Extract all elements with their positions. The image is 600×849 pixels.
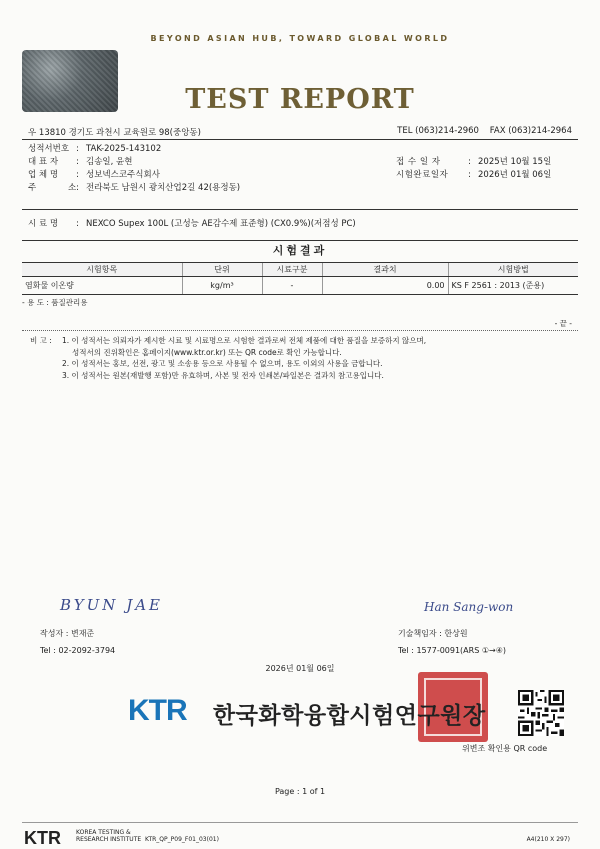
end-mark: - 끝 - — [554, 319, 572, 328]
remarks-list — [62, 335, 562, 381]
tagline: BEYOND ASIAN HUB, TOWARD GLOBAL WORLD — [150, 34, 450, 43]
writer-signature: BYUN JAE — [60, 596, 163, 614]
header-divider — [22, 139, 578, 140]
representative: 김송일, 윤현 — [86, 157, 133, 167]
remark-item: 2. 이 성적서는 홍보, 선전, 광고 및 소송용 등으로 사용될 수 없으며, 용도 이외의 사용을 금합니다. — [62, 359, 383, 368]
report-number: TAK-2025-143102 — [86, 144, 162, 154]
institute-director: 한국화학융합시험연구원장 — [213, 703, 486, 729]
remarks-divider — [22, 330, 578, 331]
page-number: Page : 1 of 1 — [274, 787, 326, 796]
institute-contact — [397, 126, 572, 136]
column-header: 결과치 — [322, 263, 448, 277]
result-value: 0.00 — [322, 277, 448, 295]
table-row — [22, 277, 578, 295]
tech-manager-name: 기술책임자 : 한상원 — [398, 629, 468, 638]
company-address: 전라북도 남원시 광치산업2길 42(용정동) — [86, 183, 241, 193]
qr-caption: 위변조 확인용 QR code — [462, 744, 548, 753]
results-table — [22, 262, 578, 295]
column-header: 시험항목 — [22, 263, 182, 277]
tel: TEL (063)214-2960 — [397, 126, 479, 136]
fax: FAX (063)214-2964 — [489, 126, 572, 136]
sample-name-row: 시 료 명 : NEXCO Supex 100L (고성능 AE감수제 표준형) (CX0.9%)(저점성 PC) — [28, 219, 356, 229]
remark-item: 1. 이 성적서는 의뢰자가 제시한 시료 및 시료명으로 시험한 결과로써 전체 제품에 대한 품질을 보증하지 않으며, — [62, 336, 427, 345]
receipt-date: 2025년 10월 15일 — [478, 157, 552, 167]
writer-name: 작성자 : 변재준 — [40, 629, 95, 638]
footer-divider — [22, 822, 578, 823]
remark-item: 3. 이 성적서는 원본(재발행 포함)만 유효하며, 사본 및 전자 인쇄본/파일본은 결과치 참고용입니다. — [62, 370, 384, 380]
ktr-logo: KTR — [128, 694, 187, 727]
issue-date: 2026년 01월 06일 — [265, 664, 335, 673]
column-header: 단위 — [182, 263, 262, 277]
results-title: 시험결과 — [272, 244, 328, 257]
tech-manager-tel: Tel : 1577-0091(ARS ①→④) — [398, 646, 506, 655]
date-info: 접 수 일 자 : 2025년 10월 15일 시험완료일자 : 2026년 01월 06일 — [396, 157, 552, 180]
writer-tel: Tel : 02-2092-3794 — [40, 646, 116, 655]
page-title: TEST REPORT — [185, 84, 415, 115]
table-header-row — [22, 263, 578, 277]
remarks-label: 비 고 : — [30, 336, 52, 345]
purpose: - 용 도 : 품질관리용 — [22, 298, 88, 307]
remark-item: 성적서의 진위확인은 홈페이지(www.ktr.or.kr) 또는 QR code로 확인 가능합니다. — [72, 347, 342, 357]
unit: kg/m³ — [182, 277, 262, 295]
client-info: 성적서번호 : TAK-2025-143102 대 표 자 : 김송일, 윤현 업 체 명 : 성보넥스코주식회사 주 소: 전라북도 남원시 광치산업2길 42(용정동) — [28, 144, 241, 193]
column-header: 시험방법 — [448, 263, 578, 277]
tech-signature: Han Sang-won — [424, 600, 514, 614]
completion-date: 2026년 01월 06일 — [478, 170, 552, 180]
test-method: KS F 2561 : 2013 (준용) — [448, 277, 578, 295]
sample-type: - — [262, 277, 322, 295]
form-number: KTR_QP_P09_F01_03(01) — [145, 836, 219, 843]
info-divider — [22, 209, 578, 210]
qr-code-icon — [518, 690, 564, 736]
paper-size: A4(210 X 297) — [526, 836, 570, 843]
sample-name: NEXCO Supex 100L (고성능 AE감수제 표준형) (CX0.9%)(저점성 PC) — [86, 219, 356, 229]
column-header: 시료구분 — [262, 263, 322, 277]
institute-address: 우 13810 경기도 과천시 교육원로 98(중앙동) — [28, 128, 201, 138]
results-top-rule — [22, 240, 578, 241]
test-item: 염화물 이온량 — [22, 277, 182, 295]
footer-institute-name: KOREA TESTING & RESEARCH INSTITUTE — [76, 829, 142, 843]
footer-ktr-logo: KTR — [24, 828, 61, 848]
company-name: 성보넥스코주식회사 — [86, 170, 160, 180]
